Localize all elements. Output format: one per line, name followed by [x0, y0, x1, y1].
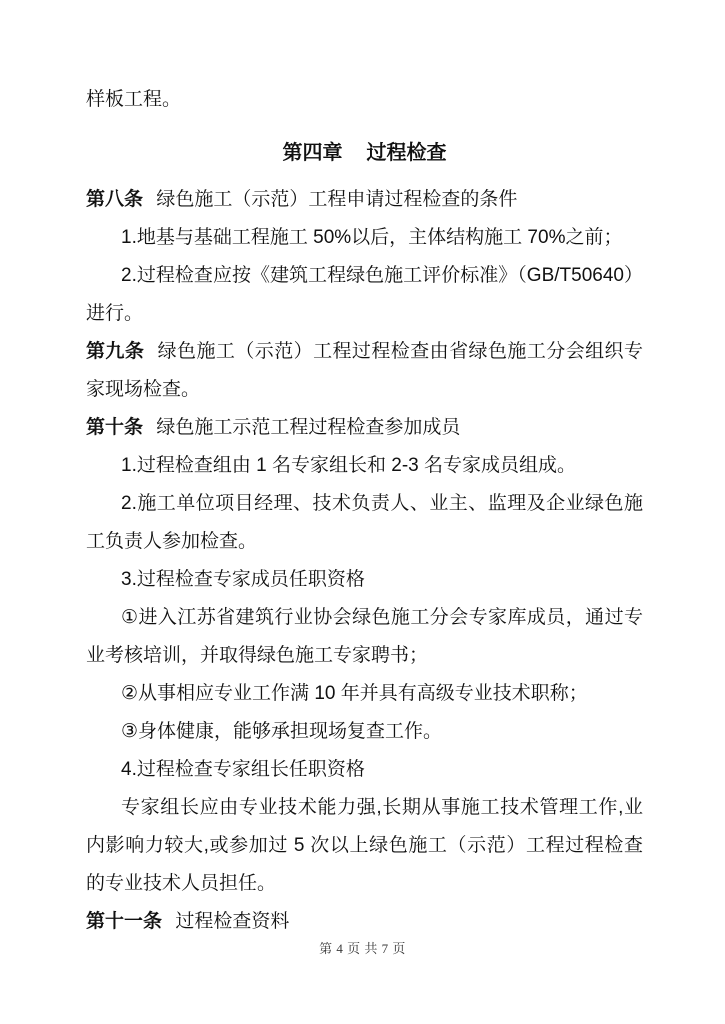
body-paragraph — [86, 751, 643, 789]
article-paragraph — [86, 181, 643, 219]
body-paragraph — [86, 485, 643, 561]
line-text: 1.过程检查组由 1 名专家组长和 2-3 名专家成员组成。 — [121, 455, 576, 476]
line-text: 2.过程检查应按《建筑工程绿色施工评价标准》（GB/T50640） — [121, 265, 643, 286]
line-text: 绿色施工（示范）工程申请过程检查的条件 — [156, 189, 518, 210]
text-line — [86, 409, 643, 447]
chapter-title: 过程检查 — [366, 142, 447, 164]
line-text: 内影响力较大,或参加过 5 次以上绿色施工（示范）工程过程检查 — [86, 835, 643, 856]
text-line — [86, 333, 643, 371]
text-line — [86, 599, 643, 637]
body-paragraph — [86, 561, 643, 599]
text-line — [86, 637, 643, 675]
body-paragraph — [86, 219, 643, 257]
text-line — [86, 295, 643, 333]
text-line — [86, 181, 643, 219]
line-text: 进行。 — [86, 303, 144, 324]
page-footer — [0, 938, 725, 957]
text-line — [86, 751, 643, 789]
text-line — [86, 903, 643, 941]
article-number-label: 第九条 — [86, 341, 145, 362]
article-number-label: 第十一条 — [86, 911, 163, 932]
text-line — [86, 789, 643, 827]
line-text: 4.过程检查专家组长任职资格 — [121, 759, 365, 780]
text-line — [86, 865, 643, 903]
body-paragraph — [86, 713, 643, 751]
text-line — [86, 485, 643, 523]
document-content — [86, 81, 643, 941]
line-text: ①进入江苏省建筑行业协会绿色施工分会专家库成员，通过专 — [121, 607, 643, 628]
body-paragraph — [86, 257, 643, 333]
line-text: 的专业技术人员担任。 — [86, 873, 277, 894]
text-line — [86, 371, 643, 409]
chapter-heading — [86, 134, 643, 172]
article-number-label: 第十条 — [86, 417, 144, 438]
line-text: 过程检查资料 — [175, 911, 290, 932]
line-text: 专家组长应由专业技术能力强,长期从事施工技术管理工作,业 — [121, 797, 643, 818]
article-paragraph — [86, 333, 643, 409]
line-text: 工负责人参加检查。 — [86, 531, 258, 552]
text-line — [86, 675, 643, 713]
line-text: 2.施工单位项目经理、技术负责人、业主、监理及企业绿色施 — [121, 493, 643, 514]
line-text: ③身体健康，能够承担现场复查工作。 — [121, 721, 443, 742]
line-text: 绿色施工（示范）工程过程检查由省绿色施工分会组织专 — [157, 341, 643, 362]
line-text: 家现场检查。 — [86, 379, 201, 400]
body-paragraph — [86, 447, 643, 485]
text-line — [86, 257, 643, 295]
line-text: 绿色施工示范工程过程检查参加成员 — [156, 417, 461, 438]
chapter-number: 第四章 — [282, 142, 343, 164]
article-number-label: 第八条 — [86, 189, 144, 210]
article-paragraph — [86, 903, 643, 941]
text-line — [86, 827, 643, 865]
line-text: 1.地基与基础工程施工 50%以后，主体结构施工 70%之前； — [121, 227, 623, 248]
body-paragraph — [86, 675, 643, 713]
page-number-text: 第 4 页 共 7 页 — [319, 941, 406, 956]
body-paragraph — [86, 599, 643, 675]
body-paragraph — [86, 789, 643, 903]
line-text: 3.过程检查专家成员任职资格 — [121, 569, 365, 590]
text-line — [86, 523, 643, 561]
line-text: ②从事相应专业工作满 10 年并具有高级专业技术职称； — [121, 683, 588, 704]
paragraph-list — [86, 181, 643, 941]
text-line — [86, 713, 643, 751]
text-line — [86, 447, 643, 485]
article-paragraph — [86, 409, 643, 447]
text-line — [86, 219, 643, 257]
text-line — [86, 561, 643, 599]
paragraph-continuation-line: 样板工程。 — [86, 89, 182, 110]
line-text: 业考核培训，并取得绿色施工专家聘书； — [86, 645, 429, 666]
